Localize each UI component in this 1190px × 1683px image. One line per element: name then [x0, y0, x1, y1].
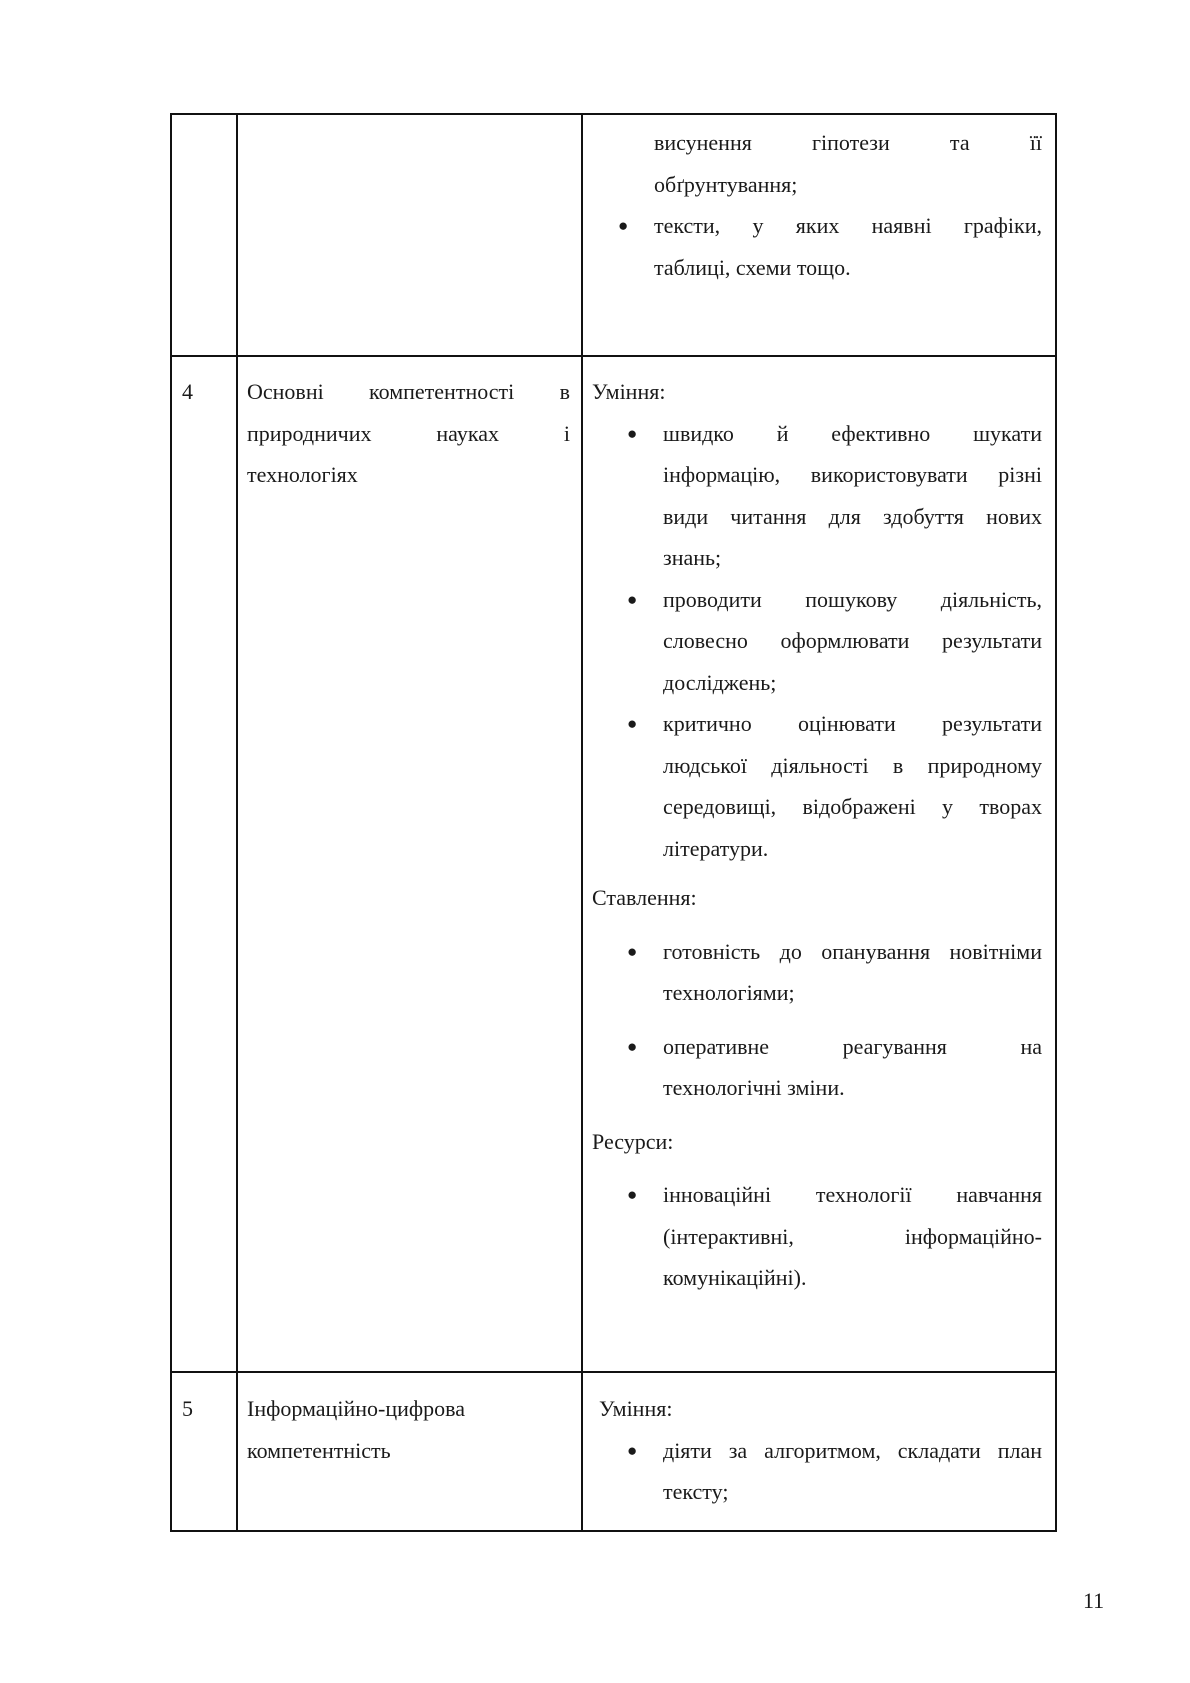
list-item-text: людської діяльності в природному: [663, 752, 1042, 778]
list-item-text: середовищі, відображені у творах: [663, 794, 1042, 819]
list-item: [592, 413, 1042, 579]
list-item-text: тексти, у яких наявні графіки,: [654, 213, 1042, 238]
competency-name-line: природничих науках і: [247, 420, 570, 446]
list-item-text: види читання для здобуття нових: [663, 503, 1042, 529]
competency-details: [599, 1388, 1042, 1513]
list-item-text: словесно оформлювати результати: [663, 628, 1042, 653]
competency-table: [170, 113, 1057, 1532]
competency-name: [247, 371, 570, 496]
list-item-text: швидко й ефективно шукати: [663, 420, 1042, 446]
bullet-icon: ●: [627, 1185, 638, 1204]
competency-name-line: компетентність: [247, 1437, 391, 1463]
resources-heading: Ресурси:: [592, 1128, 674, 1154]
bullet-icon: ●: [627, 714, 638, 733]
row-continuation-content: [583, 122, 1042, 288]
competency-details: [592, 371, 1042, 1299]
list-item: [599, 1430, 1042, 1513]
list-item: [592, 703, 1042, 869]
attitude-heading: Ставлення:: [592, 885, 697, 910]
bullet-icon: ●: [627, 423, 638, 443]
list-item-text: технологіями;: [663, 980, 795, 1005]
list-item: [592, 579, 1042, 704]
bullet-icon: ●: [627, 1440, 638, 1460]
list-item-text: діяти за алгоритмом, складати план: [663, 1437, 1042, 1463]
row-number: 4: [182, 379, 193, 404]
column-divider: [581, 115, 583, 1530]
row-divider: [172, 1371, 1055, 1373]
list-item: [592, 931, 1042, 1014]
bullet-icon: ●: [627, 941, 638, 961]
column-divider: [236, 115, 238, 1530]
list-item-text: знань;: [663, 545, 722, 570]
competency-name: [247, 1388, 570, 1471]
list-item: [583, 205, 1042, 288]
list-item-text: інформацію, використовувати різні: [663, 462, 1042, 487]
list-item-text: проводити пошукову діяльність,: [663, 586, 1042, 612]
list-item: [592, 1026, 1042, 1109]
competency-name-line: Основні компетентності в: [247, 379, 570, 404]
list-item-text: досліджень;: [663, 669, 777, 695]
list-item: [592, 1174, 1042, 1299]
list-item-text: обґрунтування;: [654, 171, 798, 197]
skills-heading: Уміння:: [592, 379, 666, 404]
bullet-icon: ●: [618, 216, 629, 235]
list-item-text: інноваційні технології навчання: [663, 1182, 1042, 1207]
competency-name-line: Інформаційно-цифрова: [247, 1396, 465, 1421]
list-item: [583, 122, 1042, 205]
skills-heading: Уміння:: [599, 1396, 673, 1421]
list-item-text: (інтерактивні, інформаційно-: [663, 1223, 1042, 1249]
row-divider: [172, 355, 1055, 357]
row-number: 5: [182, 1396, 193, 1421]
bullet-icon: ●: [627, 1036, 638, 1056]
competency-name-line: технологіях: [247, 462, 358, 487]
list-item-text: готовність до опанування новітніми: [663, 938, 1042, 964]
bullet-icon: ●: [627, 589, 638, 609]
list-item-text: літератури.: [663, 835, 769, 861]
list-item-text: таблиці, схеми тощо.: [654, 254, 851, 280]
list-item-text: технологічні зміни.: [663, 1075, 845, 1100]
list-item-text: висунення гіпотези та її: [654, 130, 1042, 155]
page-number: 11: [1083, 1588, 1105, 1613]
list-item-text: тексту;: [663, 1479, 729, 1504]
list-item-text: критично оцінювати результати: [663, 711, 1042, 736]
list-item-text: комунікаційні).: [663, 1265, 807, 1290]
list-item-text: оперативне реагування на: [663, 1033, 1042, 1059]
